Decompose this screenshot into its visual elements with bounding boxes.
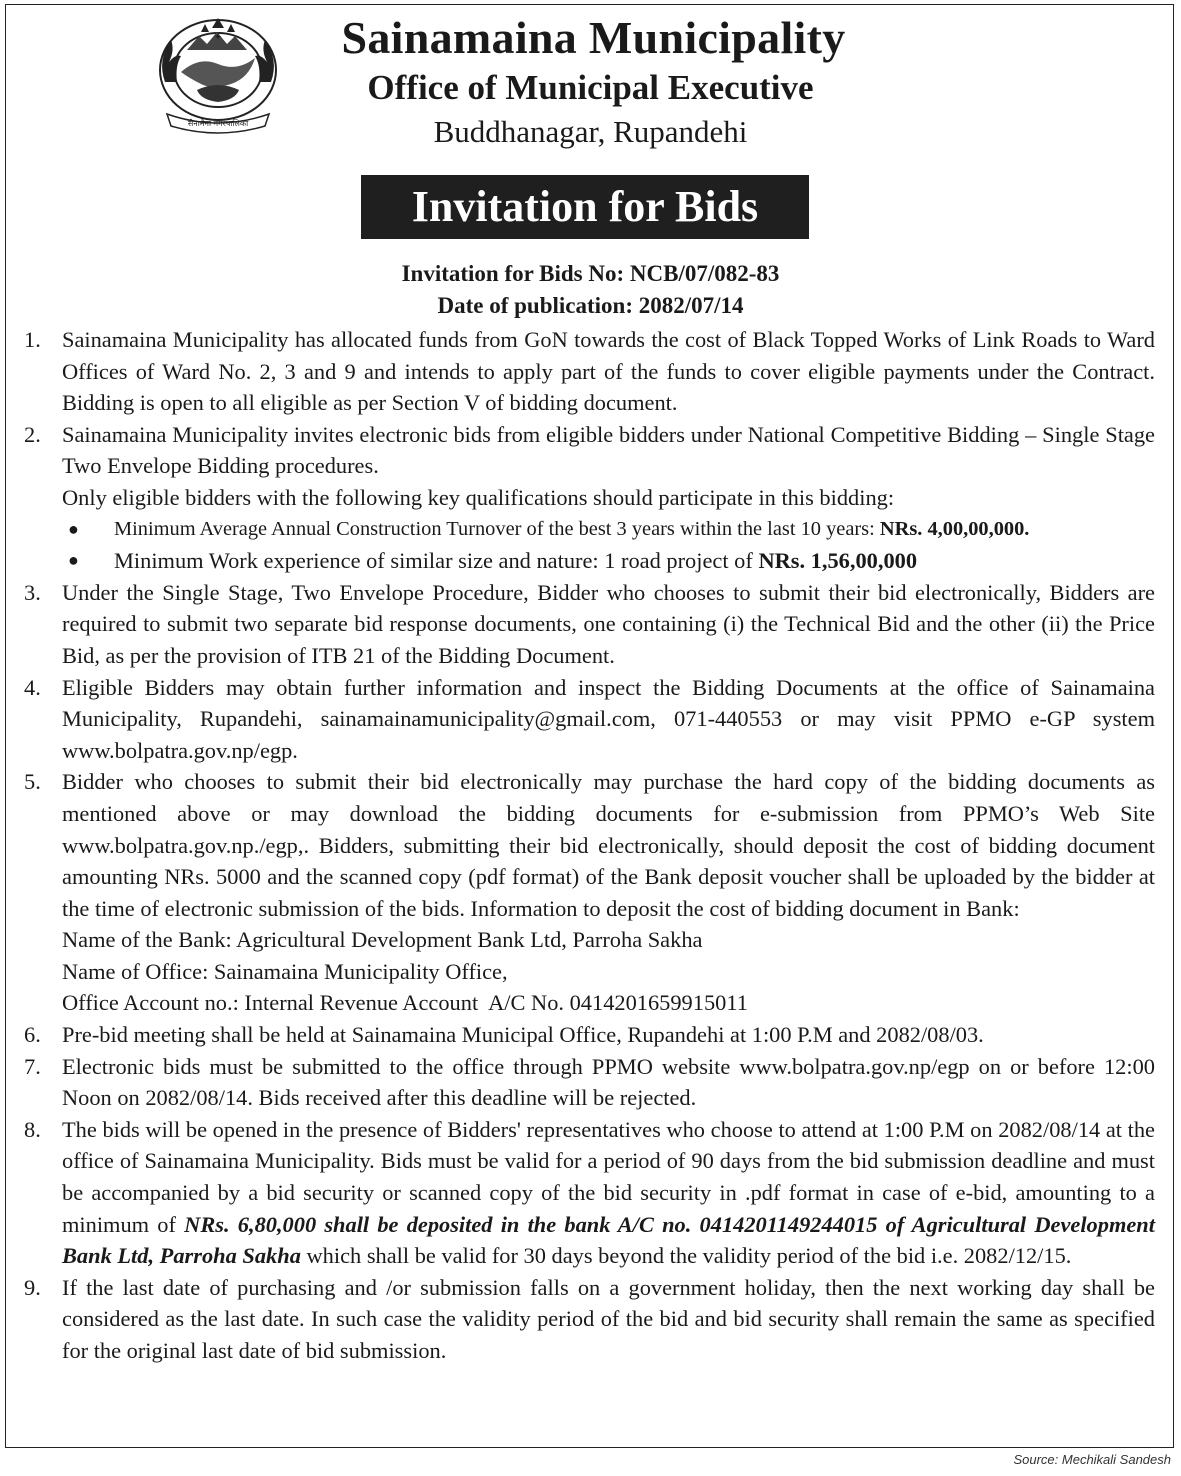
- bank-name: Name of the Bank: Agricultural Development Bank Ltd, Parroha Sakha: [62, 927, 703, 953]
- list-item: [24, 324, 1155, 419]
- qualification-bullet: [62, 514, 1155, 546]
- qualification-bullet: [62, 545, 1155, 577]
- office-title: Office of Municipal Executive: [367, 68, 814, 107]
- item-text: Bidder who chooses to submit their bid electronically may purchase the hard copy of the bidding documents as mentioned above or may download the bidding documents for e-submission from PPMO’s Web Site www.bolpatra.gov.np./egp,. Bidders, submitting their bid electronically, should deposit the cost of bidding document amounting NRs. 5000 and the scanned copy (pdf format) of the Bank deposit voucher shall be uploaded by the bidder at the time of electronic submission of the bids. Information to deposit the cost of bidding document in Bank:: [62, 769, 1155, 921]
- item-text: [62, 1114, 1155, 1272]
- item-number: 5.: [24, 769, 41, 795]
- qualification-intro: Only eligible bidders with the following key qualifications should participate in this bidding:: [62, 484, 895, 510]
- item-text-part: The bids will be opened in the presence of Bidders' representatives who choose to attend at 1:00 P.M on 2082/08/14 at the office of Sainamaina Municipality. Bids must be valid for a period of 90 days from the bid submission deadline and must be accompanied by a bid security or scanned copy of the bid security in .pdf format in case of e-bid, amounting to a minimum of: [62, 1116, 1155, 1237]
- office-name: Name of Office: Sainamaina Municipality Office,: [62, 958, 508, 984]
- list-item: [24, 419, 1155, 577]
- item-text: Under the Single Stage, Two Envelope Procedure, Bidder who chooses to submit their bid electronically, Bidders are required to submit two separate bid response documents, one containing (i) the Technical Bid and the other (ii) the Price Bid, as per the provision of ITB 21 of the Bidding Document.: [62, 579, 1155, 668]
- bullet-text: Minimum Work experience of similar size and nature: 1 road project of: [114, 548, 753, 574]
- location-title: Buddhanagar, Rupandehi: [433, 114, 748, 149]
- bullet-amount: NRs. 4,00,00,000.: [879, 517, 1030, 540]
- item-text: If the last date of purchasing and /or submission falls on a government holiday, then the next working day shall be considered as the last date. In such case the validity period of the bid and bid security shall remain the same as specified for the original last date of bid submission.: [62, 1274, 1155, 1363]
- source-credit: Source: Mechikali Sandesh: [1013, 1452, 1171, 1467]
- bullet-icon: ●: [68, 518, 79, 539]
- bullet-icon: ●: [68, 550, 79, 571]
- account-number: Office Account no.: Internal Revenue Account A/C No. 0414201659915011: [62, 990, 748, 1016]
- list-item: [24, 577, 1155, 672]
- list-item: [24, 1051, 1155, 1114]
- item-text: Eligible Bidders may obtain further information and inspect the Bidding Documents at the office of Sainamaina Municipality, Rupandehi, sainamainamunicipality@gmail.com, 071-440553 or may visit PPMO e-GP system www.bolpatra.gov.np/egp.: [62, 674, 1155, 763]
- notice-body: [24, 324, 1155, 1367]
- list-item: [24, 1114, 1155, 1272]
- bid-number: Invitation for Bids No: NCB/07/082-83: [401, 261, 780, 286]
- item-number: 1.: [24, 327, 41, 352]
- list-item: [24, 1019, 1155, 1051]
- list-item: [24, 766, 1155, 1019]
- item-number: 6.: [24, 1022, 41, 1048]
- item-text-part: which shall be valid for 30 days beyond the validity period of the bid i.e. 2082/12/15.: [306, 1243, 1072, 1269]
- item-text: Sainamaina Municipality has allocated funds from GoN towards the cost of Black Topped Works of Link Roads to Ward Offices of Ward No. 2, 3 and 9 and intends to apply part of the funds to cover eligible payments under the Contract. Bidding is open to all eligible as per Section V of bidding document.: [62, 327, 1155, 416]
- item-number: 7.: [24, 1053, 41, 1079]
- item-number: 4.: [24, 674, 41, 700]
- svg-text:✦: ✦: [213, 32, 223, 43]
- list-item: [24, 1272, 1155, 1367]
- item-text: Sainamaina Municipality invites electronic bids from eligible bidders under National Competitive Bidding – Single Stage Two Envelope Bidding procedures.: [62, 421, 1155, 479]
- item-text: Electronic bids must be submitted to the office through PPMO website www.bolpatra.gov.np/egp on or before 12:00 Noon on 2082/08/14. Bids received after this deadline will be rejected.: [62, 1053, 1155, 1111]
- invitation-banner: Invitation for Bids: [361, 175, 809, 239]
- bullet-amount: NRs. 1,56,00,000: [758, 548, 918, 574]
- bid-security-emphasis: NRs. 6,80,000 shall be deposited in the bank A/C no. 0414201149244015 of Agricultural Development Bank Ltd, Parroha Sakha: [62, 1211, 1155, 1269]
- item-number: 9.: [24, 1274, 41, 1300]
- item-number: 3.: [24, 579, 41, 605]
- publication-date: Date of publication: 2082/07/14: [437, 293, 744, 318]
- municipality-title: Sainamaina Municipality: [341, 12, 846, 63]
- emblem-caption: सैनामैना नगरपालिका: [187, 119, 249, 128]
- item-number: 2.: [24, 421, 41, 447]
- bullet-text: Minimum Average Annual Construction Turnover of the best 3 years within the last 10 years:: [114, 517, 875, 540]
- item-text: Pre-bid meeting shall be held at Sainamaina Municipal Office, Rupandehi at 1:00 P.M and 2082/08/03.: [62, 1022, 984, 1048]
- list-item: [24, 672, 1155, 767]
- item-number: 8.: [24, 1116, 41, 1142]
